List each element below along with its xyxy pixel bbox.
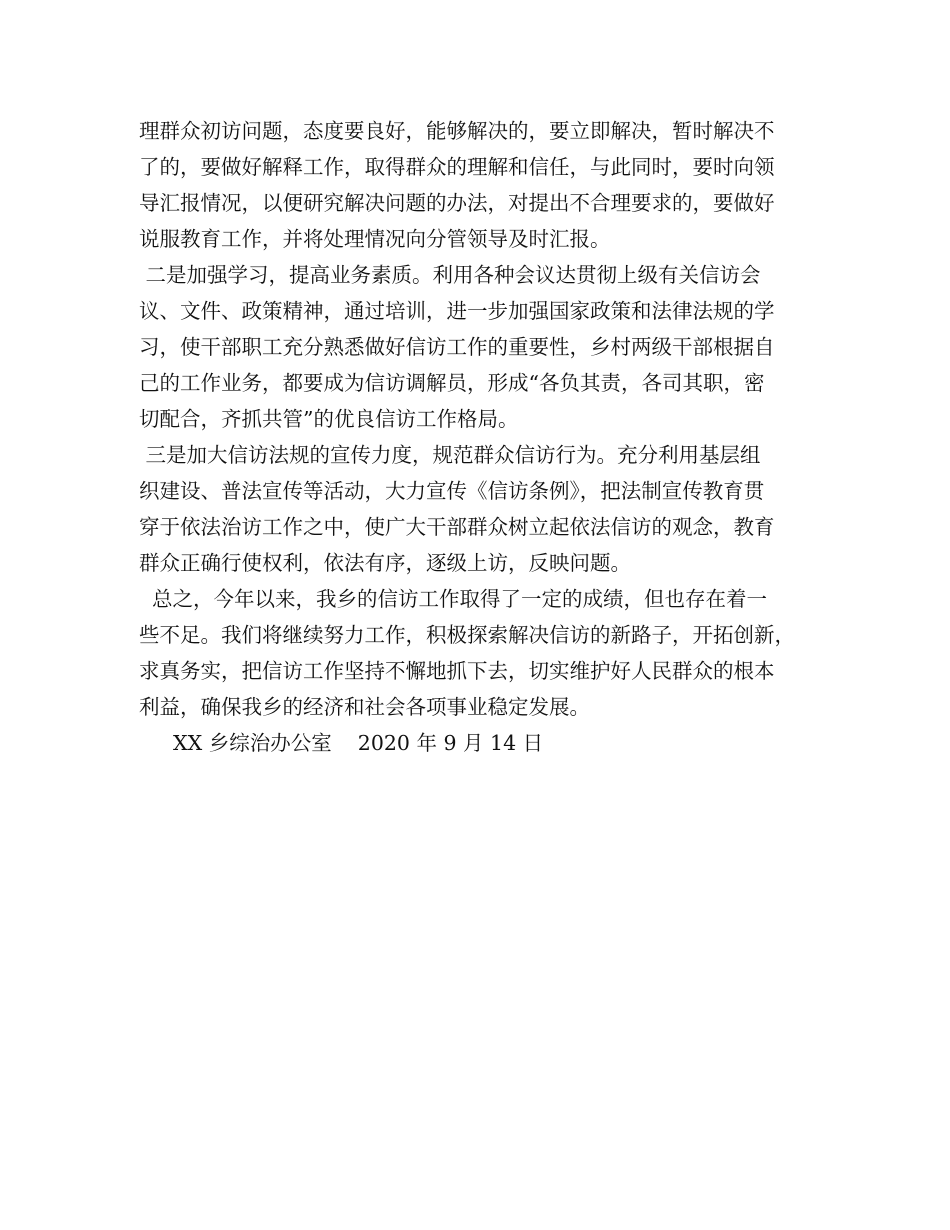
text-line: 议、文件、政策精神，通过培训，进一步加强国家政策和法律法规的学 [139, 299, 775, 323]
text-line: 己的工作业务，都要成为信访调解员，形成“各负其责，各司其职，密 [139, 371, 765, 395]
text-line: 些不足。我们将继续努力工作，积极探索解决信访的新路子，开拓创新， [139, 623, 795, 647]
text-line: 理群众初访问题，态度要良好，能够解决的，要立即解决，暂时解决不 [139, 119, 775, 143]
text-line: 习，使干部职工充分熟悉做好信访工作的重要性，乡村两级干部根据自 [139, 335, 775, 359]
document-body [139, 113, 829, 761]
text-line: 求真务实，把信访工作坚持不懈地抓下去，切实维护好人民群众的根本 [139, 659, 775, 683]
text-line: 穿于依法治访工作之中，使广大干部群众树立起依法信访的观念，教育 [139, 515, 775, 539]
text-line: 织建设、普法宣传等活动，大力宣传《信访条例》，把法制宣传教育贯 [139, 479, 765, 503]
text-line: 群众正确行使权利，依法有序，逐级上访，反映问题。 [139, 551, 631, 575]
text-line: 切配合，齐抓共管”的优良信访工作格局。 [139, 407, 519, 431]
text-line: 利益，确保我乡的经济和社会各项事业稳定发展。 [139, 695, 590, 719]
text-line: 了的，要做好解释工作，取得群众的理解和信任，与此同时，要时向领 [139, 155, 775, 179]
text-line: 导汇报情况，以便研究解决问题的办法，对提出不合理要求的，要做好 [139, 191, 775, 215]
text-line: 二是加强学习，提高业务素质。利用各种会议达贯彻上级有关信访会 [139, 263, 761, 287]
text-line: 三是加大信访法规的宣传力度，规范群众信访行为。充分利用基层组 [139, 443, 761, 467]
text-line: 说服教育工作，并将处理情况向分管领导及时汇报。 [139, 227, 611, 251]
signature-line: XX 乡综治办公室 2020 年 9 月 14 日 [173, 731, 544, 755]
text-line: 总之，今年以来，我乡的信访工作取得了一定的成绩，但也存在着一 [139, 587, 768, 611]
